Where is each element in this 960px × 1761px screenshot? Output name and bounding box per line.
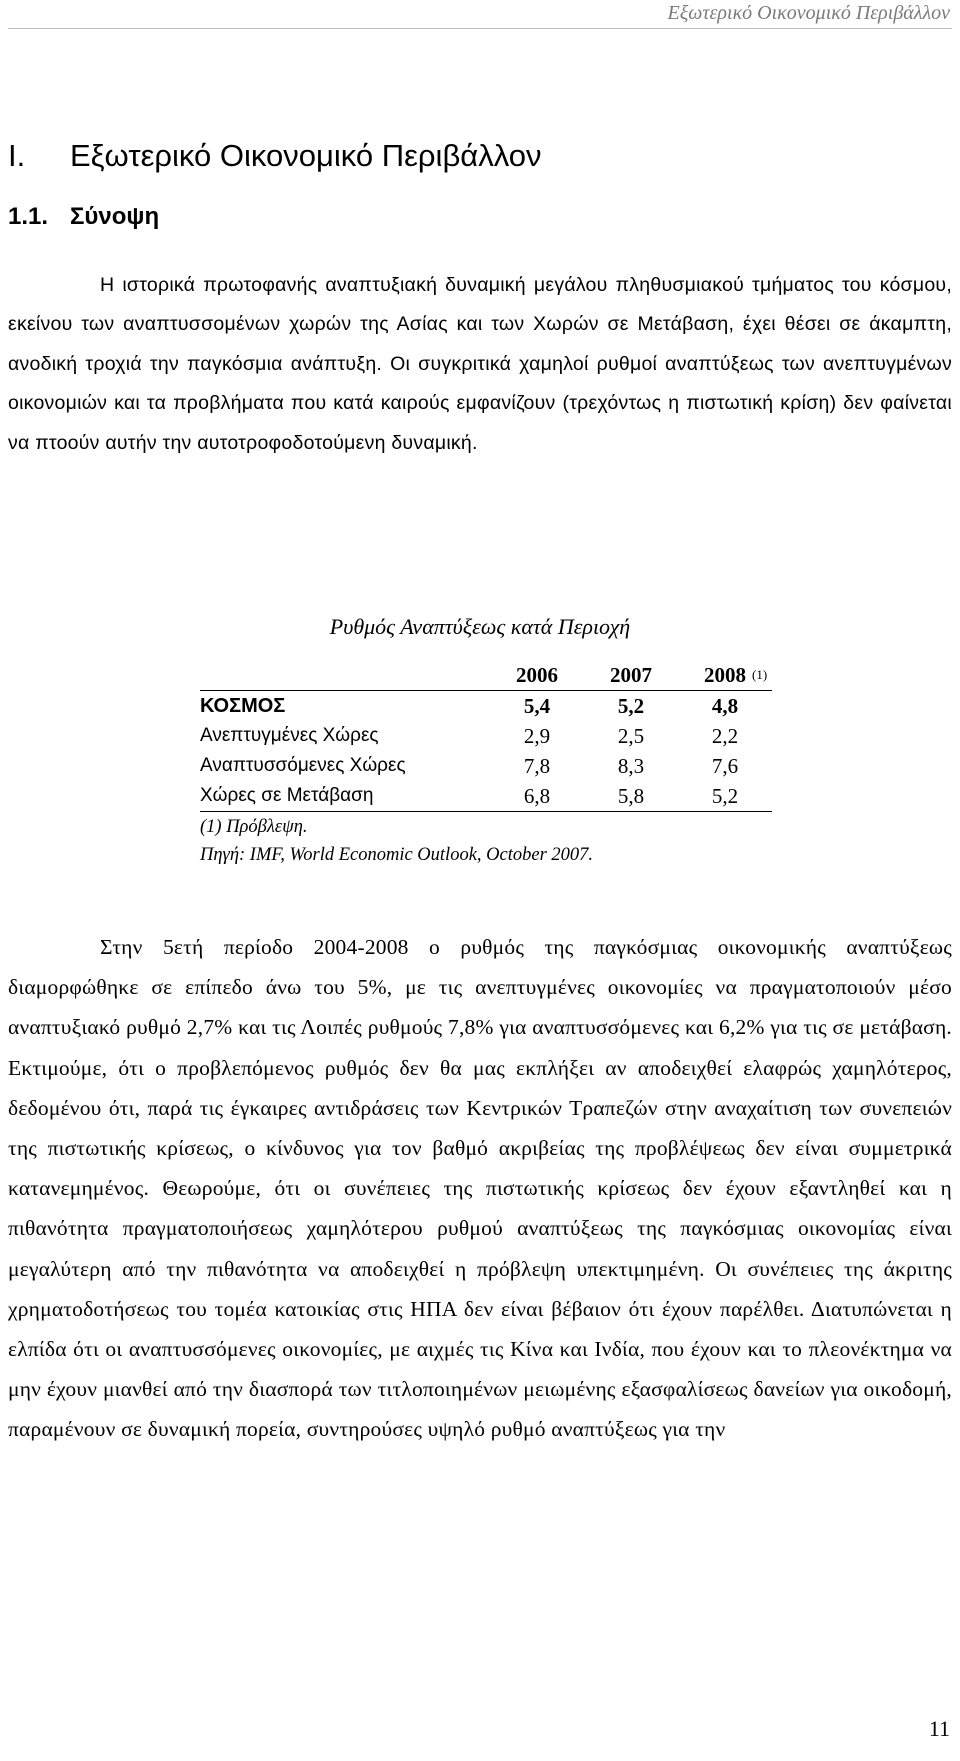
- chapter-number: I.: [8, 138, 26, 173]
- growth-value: 2,2: [711, 724, 739, 748]
- page-number: 11: [928, 1716, 950, 1741]
- chapter-title-text: Εξωτερικό Οικονομικό Περιβάλλον: [70, 138, 542, 173]
- table-header-blank: [200, 660, 490, 691]
- forecast-footnote-marker: (1): [752, 667, 768, 682]
- table-header-year-forecast: [678, 660, 772, 691]
- region-name: Χώρες σε Μετάβαση: [200, 781, 490, 812]
- header-divider: [8, 28, 952, 29]
- summary-paragraph-2: Στην 5ετή περίοδο 2004-2008 ο ρυθμός της παγκόσμιας οικονομικής αναπτύξεως διαμορφώθηκε σε επίπεδο άνω του 5%, με τις ανεπτυγμένες οικονομίες να πραγματοποιούν μέσο αναπτυξιακό ρυθμό 2,7% και τις Λοιπές ρυθμούς 7,8% για αναπτυσσόμενες και 6,2% για τις σε μετάβαση. Εκτιμούμε, ότι ο προβλεπόμενος ρυθμός δεν θα μας εκπλήξει αν αποδειχθεί ελαφρώς χαμηλότερος, δεδομένου ότι, παρά τις έγκαιρες αντιδράσεις των Κεντρικών Τραπεζών στην αναχαίτιση των συνεπειών της πιστωτικής κρίσεως, ο κίνδυνος για τον βαθμό ακριβείας της προβλέψεως δεν είναι συμμετρικά κατανεμημένος. Θεωρούμε, ότι οι συνέπειες της πιστωτικής κρίσεως δεν έχουν εξαντληθεί και η πιθανότητα πραγματοποιήσεως χαμηλότερου ρυθμού αναπτύξεως της παγκόσμιας οικονομίας είναι μεγαλύτερη από την πιθανότητα να αποδειχθεί η πρόβλεψη υπεκτιμημένη. Οι συνέπειες της άκριτης χρηματοδοτήσεως του τομέα κατοικίας στις ΗΠΑ δεν είναι βέβαιον ότι έχουν παρέλθει. Διατυπώνεται η ελπίδα ότι οι αναπτυσσόμενες οικονομίες, με αιχμές τις Κίνα και Ινδία, που έχουν και το πλεονέκτημα να μην έχουν μιανθεί από την διασπορά των τιτλοποιημένων μειωμένης εξασφαλίσεως δανείων για οικοδομή, παραμένουν σε δυναμική πορεία, συντηρούσες υψηλό ρυθμό αναπτύξεως για την: [8, 935, 952, 1442]
- growth-value: 5,2: [617, 694, 645, 718]
- running-header: Εξωτερικό Οικονομικό Περιβάλλον: [667, 2, 950, 24]
- table-footnote: (1) Πρόβλεψη.: [200, 817, 308, 837]
- table-header-year: 2007: [584, 660, 678, 691]
- region-name: Ανεπτυγμένες Χώρες: [200, 725, 379, 746]
- growth-value: 5,2: [678, 781, 772, 812]
- table-row: [200, 751, 772, 781]
- growth-value: 8,3: [617, 754, 645, 778]
- growth-value: 2,9: [523, 724, 551, 748]
- region-name: ΚΟΣΜΟΣ: [200, 695, 286, 717]
- growth-value: 6,8: [490, 781, 584, 812]
- growth-by-region-table: [200, 660, 772, 812]
- section-number: 1.1.: [8, 203, 49, 230]
- table-header-row: [200, 660, 772, 691]
- table-row: [200, 781, 772, 812]
- growth-value: 7,6: [711, 754, 739, 778]
- growth-value: 4,8: [711, 694, 739, 718]
- table-header-year: 2008: [704, 663, 746, 687]
- table-header-year: 2006: [490, 660, 584, 691]
- table-row: [200, 721, 772, 751]
- growth-value: 7,8: [523, 754, 551, 778]
- summary-paragraph-1: Η ιστορικά πρωτοφανής αναπτυξιακή δυναμική μεγάλου πληθυσμιακού τμήματος του κόσμου, εκείνου των αναπτυσσομένων χωρών της Ασίας και των Χωρών σε Μετάβαση, έχει θέσει σε άκαμπτη, ανοδική τροχιά την παγκόσμια ανάπτυξη. Οι συγκριτικά χαμηλοί ρυθμοί αναπτύξεως των ανεπτυγμένων οικονομιών και τα προβλήματα που κατά καιρούς εμφανίζουν (τρεχόντως η πιστωτική κρίση) δεν φαίνεται να πτοούν αυτήν την αυτοτροφοδοτούμενη δυναμική.: [8, 274, 952, 454]
- table-row: [200, 691, 772, 722]
- region-name: Αναπτυσσόμενες Χώρες: [200, 755, 406, 776]
- growth-value: 2,5: [617, 724, 645, 748]
- table-source: Πηγή: IMF, World Economic Outlook, October 2007.: [200, 845, 594, 865]
- chapter-title: [8, 136, 541, 176]
- growth-value: 5,8: [584, 781, 678, 812]
- table-title: Ρυθμός Αναπτύξεως κατά Περιοχή: [329, 614, 631, 639]
- section-title-text: Σύνοψη: [70, 203, 160, 230]
- growth-value: 5,4: [523, 694, 551, 718]
- section-title: [8, 201, 159, 233]
